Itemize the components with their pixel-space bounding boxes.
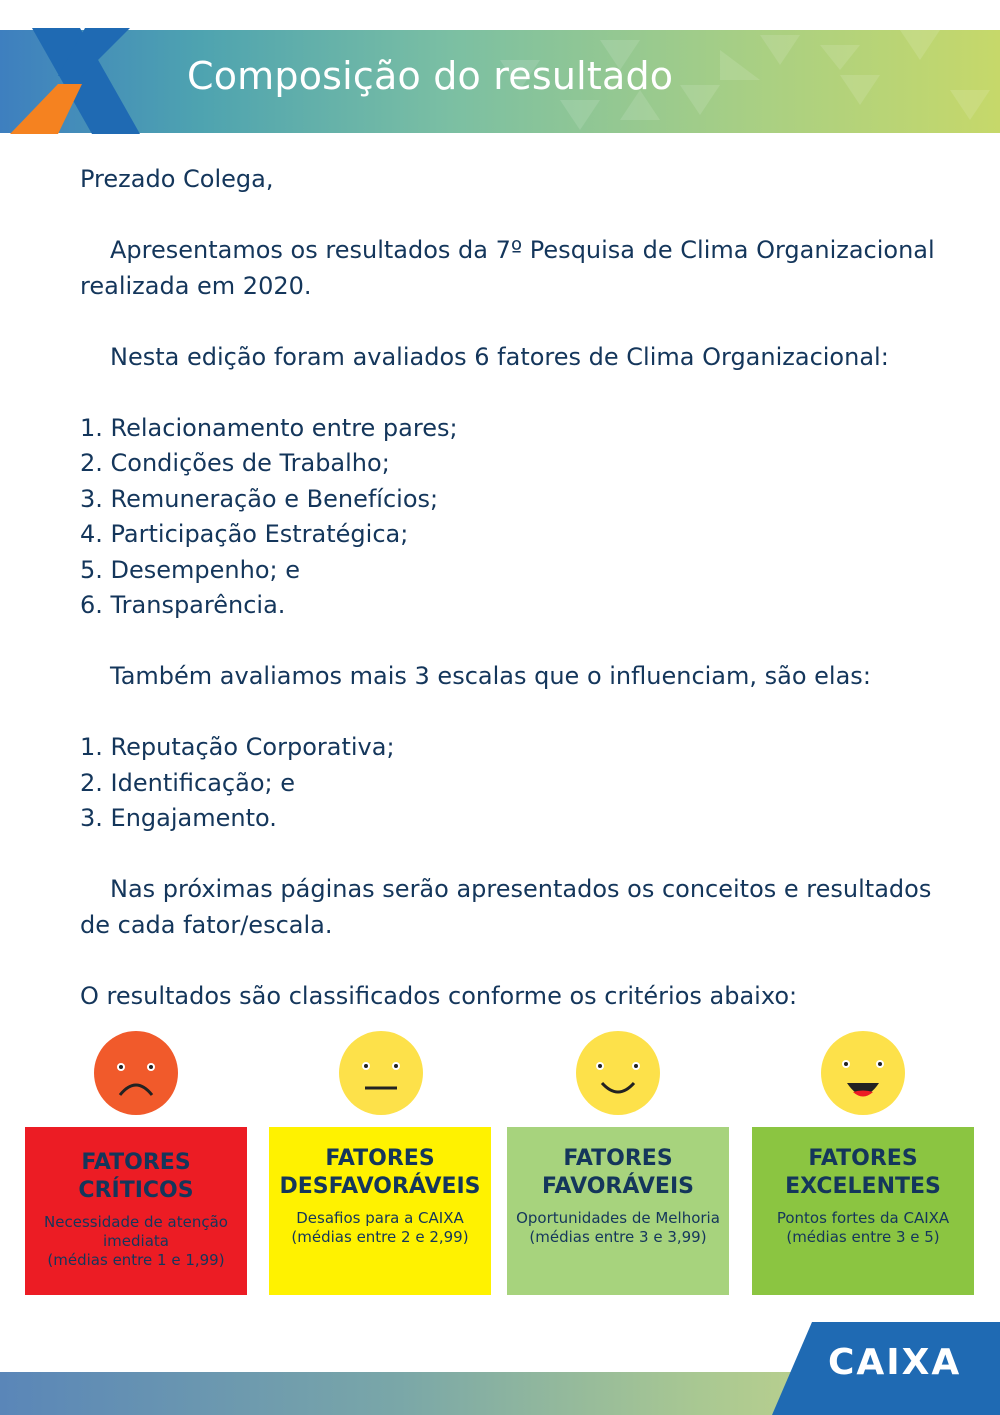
category-heading: FATORES CRÍTICOS bbox=[78, 1150, 194, 1203]
category-description: Necessidade de atenção imediata (médias entre 1 e 1,99) bbox=[44, 1213, 228, 1269]
intro-paragraph: Apresentamos os resultados da 7º Pesquisa de Clima Organizacional realizada em 2020. bbox=[80, 236, 935, 300]
category-box-favoraveis bbox=[507, 1127, 729, 1295]
smile-face-icon bbox=[576, 1031, 660, 1115]
list-item: 6. Transparência. bbox=[80, 591, 286, 619]
category-heading: FATORES DESFAVORÁVEIS bbox=[279, 1146, 481, 1199]
classification-paragraph: O resultados são classificados conforme os critérios abaixo: bbox=[80, 981, 798, 1010]
list-item: 3. Engajamento. bbox=[80, 804, 277, 832]
scales-intro: Também avaliamos mais 3 escalas que o influenciam, são elas: bbox=[110, 662, 871, 690]
category-heading: FATORES FAVORÁVEIS bbox=[542, 1146, 694, 1199]
caixa-x-logo bbox=[10, 28, 140, 134]
list-item: 3. Remuneração e Benefícios; bbox=[80, 484, 439, 513]
list-item: 2. Identificação; e bbox=[80, 768, 295, 797]
category-box-desfavoraveis bbox=[269, 1127, 491, 1295]
next-pages-paragraph: Nas próximas páginas serão apresentados os conceitos e resultados de cada fator/escala. bbox=[80, 875, 932, 939]
list-item: 4. Participação Estratégica; bbox=[80, 520, 409, 548]
category-description: Pontos fortes da CAIXA (médias entre 3 e 5) bbox=[776, 1209, 950, 1246]
list-item: 5. Desempenho; e bbox=[80, 555, 301, 584]
neutral-face-icon bbox=[339, 1031, 423, 1115]
list-item: 2. Condições de Trabalho; bbox=[80, 449, 390, 477]
category-heading: FATORES EXCELENTES bbox=[785, 1146, 941, 1199]
sad-face-icon bbox=[94, 1031, 178, 1115]
laughing-face-icon bbox=[821, 1031, 905, 1115]
list-item: 1. Reputação Corporativa; bbox=[80, 733, 395, 761]
letter-body bbox=[80, 162, 950, 1014]
greeting: Prezado Colega, bbox=[80, 165, 274, 193]
category-box-excelentes bbox=[752, 1127, 974, 1295]
factors-intro: Nesta edição foram avaliados 6 fatores de Clima Organizacional: bbox=[110, 342, 889, 371]
category-description: Desafios para a CAIXA (médias entre 2 e 2,99) bbox=[291, 1209, 469, 1246]
category-description: Oportunidades de Melhoria (médias entre 3 e 3,99) bbox=[516, 1209, 720, 1246]
list-item: 1. Relacionamento entre pares; bbox=[80, 413, 458, 442]
svg-text:CAIXA: CAIXA bbox=[828, 1342, 962, 1383]
category-box-criticos bbox=[25, 1127, 247, 1295]
caixa-brand-logo bbox=[772, 1322, 1000, 1415]
page-title: Composição do resultado bbox=[187, 54, 674, 98]
